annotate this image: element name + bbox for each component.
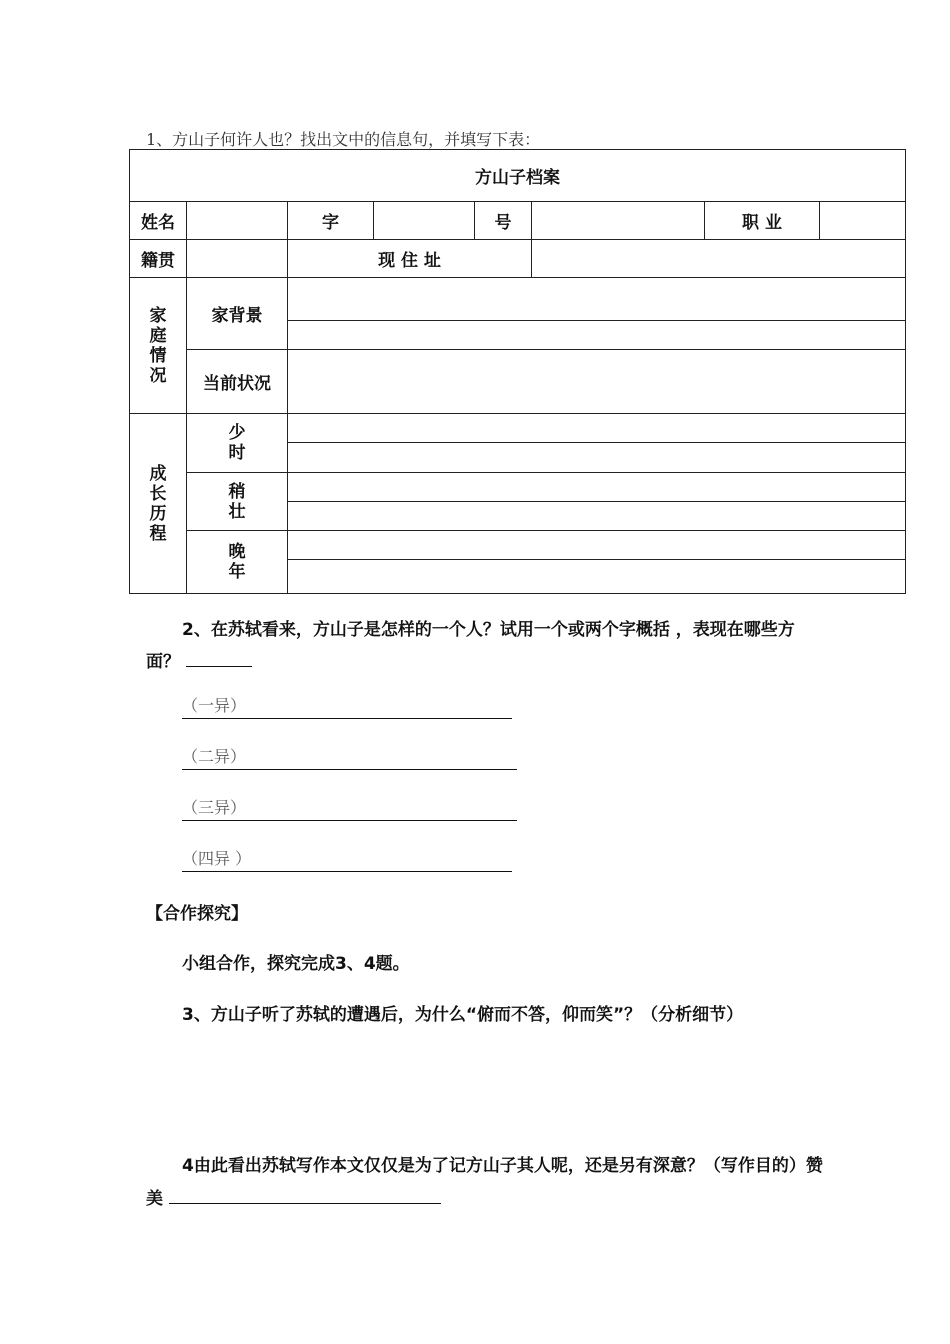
family-background-cell-1[interactable] <box>288 278 906 321</box>
section-title: 【合作探究】 <box>146 904 248 924</box>
answer-blank-4[interactable] <box>169 1189 441 1204</box>
prime-cell-2[interactable] <box>288 502 906 531</box>
family-current-label: 当前状况 <box>187 350 288 414</box>
family-label: 家庭情况 <box>149 305 167 386</box>
job-cell[interactable] <box>820 202 906 240</box>
zi-cell[interactable] <box>374 202 475 240</box>
table-title: 方山子档案 <box>130 150 906 202</box>
name-cell[interactable] <box>187 202 288 240</box>
youth-cell-2[interactable] <box>288 443 906 473</box>
question-2 <box>146 614 826 678</box>
difference-label-1: （一异） <box>182 696 247 715</box>
family-background-text: 背景 <box>228 306 263 326</box>
address-cell[interactable] <box>532 240 906 278</box>
difference-label-3: （三异） <box>182 798 247 817</box>
late-label: 晚年 <box>228 542 246 582</box>
group-instruction: 小组合作，探究完成3、4题。 <box>182 954 410 974</box>
late-cell-1[interactable] <box>288 531 906 560</box>
difference-line-2[interactable] <box>182 744 517 770</box>
family-label-cell <box>130 278 187 414</box>
difference-line-4[interactable] <box>182 846 512 872</box>
youth-label: 少时 <box>228 423 246 463</box>
prime-label: 稍壮 <box>228 481 246 522</box>
hao-cell[interactable] <box>532 202 705 240</box>
family-current-cell[interactable] <box>288 350 906 414</box>
question-4-text: 4由此看出苏轼写作本文仅仅是为了记方山子其人呢，还是另有深意？（写作目的）赞美 <box>146 1156 823 1209</box>
question-1: 1、方山子何许人也？找出文中的信息句，并填写下表： <box>146 130 541 149</box>
difference-label-2: （二异） <box>182 747 247 766</box>
hometown-cell[interactable] <box>187 240 288 278</box>
growth-label: 成长历程 <box>149 463 167 544</box>
late-cell-2[interactable] <box>288 560 906 594</box>
difference-line-1[interactable] <box>182 693 512 719</box>
question-2-text: 2、在苏轼看来，方山子是怎样的一个人？试用一个或两个字概括 ，表现在哪些方面？ <box>146 620 795 672</box>
youth-cell-1[interactable] <box>288 414 906 443</box>
family-background-prefix: 家 <box>211 306 229 326</box>
job-label: 职 业 <box>705 202 820 240</box>
question-4 <box>146 1150 826 1216</box>
difference-line-3[interactable] <box>182 795 517 821</box>
prime-cell-1[interactable] <box>288 473 906 502</box>
hometown-label: 籍贯 <box>130 240 187 278</box>
archive-table <box>129 149 906 594</box>
hao-label: 号 <box>475 202 532 240</box>
family-background-label <box>187 278 288 350</box>
difference-label-4: （四异 ） <box>182 849 252 868</box>
address-label: 现 住 址 <box>288 240 532 278</box>
answer-blank-2[interactable] <box>186 652 252 667</box>
prime-label-cell <box>187 473 288 531</box>
name-label: 姓名 <box>130 202 187 240</box>
youth-label-cell <box>187 414 288 473</box>
growth-label-cell <box>130 414 187 594</box>
question-3: 3、方山子听了苏轼的遭遇后，为什么“俯而不答，仰而笑”？（分析细节） <box>182 1005 744 1025</box>
family-background-cell-2[interactable] <box>288 321 906 350</box>
zi-label: 字 <box>288 202 374 240</box>
late-label-cell <box>187 531 288 594</box>
